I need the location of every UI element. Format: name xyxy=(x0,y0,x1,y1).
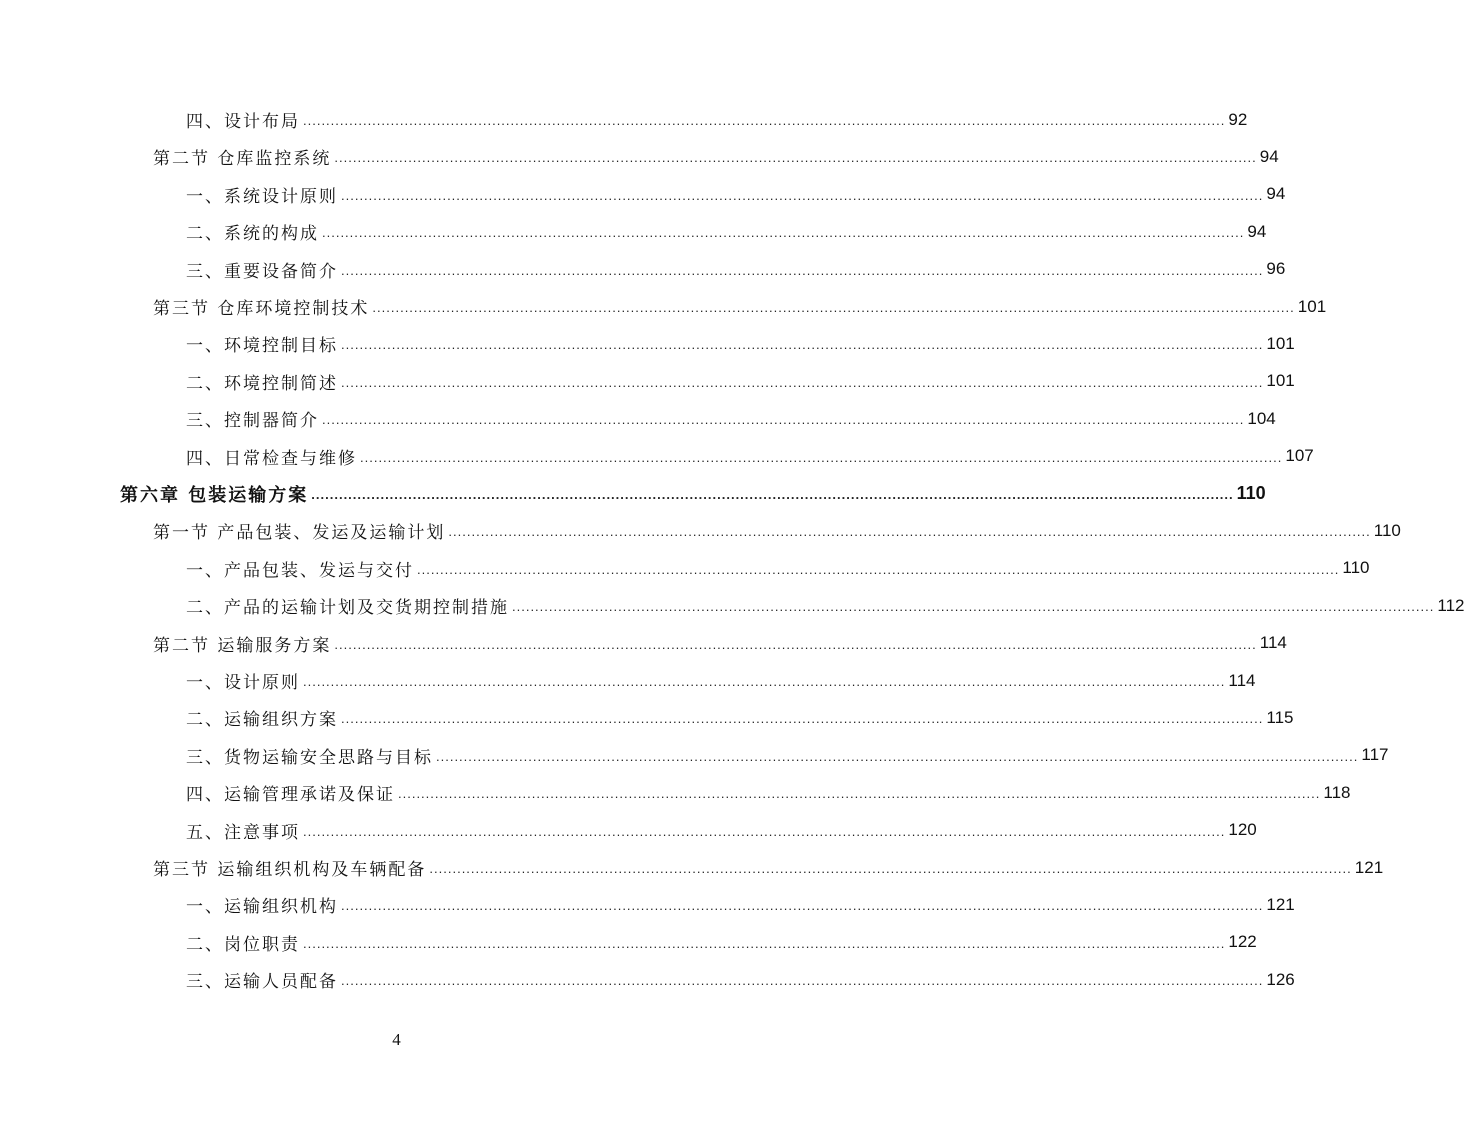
toc-leader-dots: ........................................................................................................................................................................................................ xyxy=(303,935,1226,951)
toc-entry-label: 四、日常检查与维修 xyxy=(186,448,357,469)
toc-entry-label: 二、产品的运输计划及交货期控制措施 xyxy=(186,598,509,619)
toc-entry-page: 112 xyxy=(1437,595,1464,615)
toc-entry-label: 五、注意事项 xyxy=(186,822,300,843)
toc-entry-page: 96 xyxy=(1266,259,1286,279)
toc-entry-label: 第二节 仓库监控系统 xyxy=(153,149,332,170)
toc-leader-dots: ........................................................................................................................................................................................................ xyxy=(341,187,1264,203)
toc-entry-page: 114 xyxy=(1228,670,1256,690)
toc-subsection-entry[interactable] xyxy=(186,176,1286,213)
toc-entry-label: 四、设计布局 xyxy=(186,112,300,132)
toc-leader-dots: ........................................................................................................................................................................................................ xyxy=(512,599,1435,615)
toc-leader-dots: ........................................................................................................................................................................................................ xyxy=(334,636,1257,652)
toc-entry-label: 三、运输人员配备 xyxy=(186,972,338,993)
toc-leader-dots: ........................................................................................................................................................................................................ xyxy=(417,561,1340,577)
toc-entry-page: 92 xyxy=(1228,109,1248,129)
toc-entry-label: 一、设计原则 xyxy=(186,673,300,693)
toc-subsection-entry[interactable] xyxy=(186,886,1295,923)
toc-entry-page: 110 xyxy=(1236,483,1266,503)
toc-chapter-entry[interactable] xyxy=(120,475,1266,512)
toc-entry-label: 第三节 仓库环境控制技术 xyxy=(153,299,370,319)
toc-subsection-entry[interactable] xyxy=(186,550,1370,587)
toc-subsection-entry[interactable] xyxy=(186,587,1464,624)
toc-section-entry[interactable] xyxy=(153,512,1401,549)
toc-entry-page: 121 xyxy=(1266,894,1295,914)
toc-leader-dots: ........................................................................................................................................................................................................ xyxy=(341,898,1264,914)
toc-entry-label: 三、货物运输安全思路与目标 xyxy=(186,747,433,768)
toc-entry-page: 94 xyxy=(1266,184,1286,204)
toc-subsection-entry[interactable] xyxy=(186,699,1294,736)
toc-subsection-entry[interactable] xyxy=(186,251,1286,288)
toc-entry-label: 二、系统的构成 xyxy=(186,224,319,245)
toc-entry-label: 一、系统设计原则 xyxy=(186,186,338,207)
toc-entry-label: 第一节 产品包装、发运及运输计划 xyxy=(153,523,446,544)
toc-entry-label: 第三节 运输组织机构及车辆配备 xyxy=(153,860,427,880)
page-number: 4 xyxy=(392,1030,401,1049)
toc-entry-page: 101 xyxy=(1297,296,1327,316)
toc-entry-page: 126 xyxy=(1266,969,1295,989)
toc-leader-dots: ........................................................................................................................................................................................................ xyxy=(322,225,1245,241)
toc-entry-page: 104 xyxy=(1247,408,1276,428)
toc-entry-label: 二、运输组织方案 xyxy=(186,710,338,731)
toc-leader-dots: ........................................................................................................................................................................................................ xyxy=(303,113,1226,128)
toc-leader-dots: ........................................................................................................................................................................................................ xyxy=(398,786,1321,802)
toc-entry-page: 107 xyxy=(1285,446,1314,466)
toc-subsection-entry[interactable] xyxy=(186,812,1257,849)
toc-entry-page: 94 xyxy=(1247,221,1267,241)
toc-subsection-entry[interactable] xyxy=(186,438,1314,475)
toc-leader-dots: ........................................................................................................................................................................................................ xyxy=(341,973,1264,989)
toc-entry-page: 120 xyxy=(1228,820,1257,840)
toc-leader-dots: ........................................................................................................................................................................................................ xyxy=(334,150,1257,166)
toc-leader-dots: ........................................................................................................................................................................................................ xyxy=(436,748,1359,764)
toc-entry-label: 第六章 包装运输方案 xyxy=(120,484,309,506)
toc-subsection-entry[interactable] xyxy=(186,363,1295,400)
toc-leader-dots: ........................................................................................................................................................................................................ xyxy=(303,823,1226,839)
toc-entry-page: 101 xyxy=(1266,371,1295,391)
toc-entry-page: 101 xyxy=(1266,333,1295,353)
toc-entry-page: 118 xyxy=(1323,782,1351,802)
toc-entry-label: 一、产品包装、发运与交付 xyxy=(186,560,414,581)
toc-subsection-entry[interactable] xyxy=(186,213,1267,250)
toc-section-entry[interactable] xyxy=(153,138,1279,175)
toc-subsection-entry[interactable] xyxy=(186,924,1257,961)
toc-entry-label: 一、环境控制目标 xyxy=(186,336,338,357)
toc-entry-label: 一、运输组织机构 xyxy=(186,897,338,918)
toc-entry-page: 115 xyxy=(1266,707,1294,727)
toc-section-entry[interactable] xyxy=(153,849,1384,886)
toc-section-entry[interactable] xyxy=(153,625,1287,662)
toc-leader-dots: ........................................................................................................................................................................................................ xyxy=(429,861,1352,876)
toc-section-entry[interactable] xyxy=(153,288,1327,325)
toc-entry-label: 三、控制器简介 xyxy=(186,411,319,432)
toc-leader-dots: ........................................................................................................................................................................................................ xyxy=(360,449,1283,465)
toc-leader-dots: ........................................................................................................................................................................................................ xyxy=(341,374,1264,390)
toc-entry-label: 第二节 运输服务方案 xyxy=(153,635,332,656)
toc-entry-page: 117 xyxy=(1361,745,1389,765)
toc-leader-dots: ........................................................................................................................................................................................................ xyxy=(322,412,1245,428)
toc-subsection-entry[interactable] xyxy=(186,737,1389,774)
toc-entry-label: 二、岗位职责 xyxy=(186,934,300,955)
toc-subsection-entry[interactable] xyxy=(186,101,1248,138)
toc-subsection-entry[interactable] xyxy=(186,961,1295,998)
toc-leader-dots: ........................................................................................................................................................................................................ xyxy=(303,674,1226,689)
toc-entry-page: 114 xyxy=(1259,633,1287,653)
toc-subsection-entry[interactable] xyxy=(186,325,1295,362)
toc-entry-page: 122 xyxy=(1228,932,1257,952)
toc-leader-dots: ........................................................................................................................................................................................................ xyxy=(311,487,1234,502)
toc-entry-page: 94 xyxy=(1259,146,1279,166)
toc-entry-label: 四、运输管理承诺及保证 xyxy=(186,785,395,806)
toc-subsection-entry[interactable] xyxy=(186,662,1256,699)
toc-subsection-entry[interactable] xyxy=(186,400,1276,437)
toc-entry-page: 110 xyxy=(1373,520,1401,540)
toc-subsection-entry[interactable] xyxy=(186,774,1351,811)
toc-entry-page: 121 xyxy=(1354,857,1384,877)
toc-leader-dots: ........................................................................................................................................................................................................ xyxy=(341,337,1264,353)
toc-leader-dots: ........................................................................................................................................................................................................ xyxy=(341,711,1264,727)
toc-entry-page: 110 xyxy=(1342,558,1370,578)
toc-entry-label: 三、重要设备简介 xyxy=(186,261,338,282)
toc-leader-dots: ........................................................................................................................................................................................................ xyxy=(448,524,1371,540)
toc-leader-dots: ........................................................................................................................................................................................................ xyxy=(372,300,1295,315)
toc-leader-dots: ........................................................................................................................................................................................................ xyxy=(341,262,1264,278)
toc-entry-label: 二、环境控制简述 xyxy=(186,373,338,394)
